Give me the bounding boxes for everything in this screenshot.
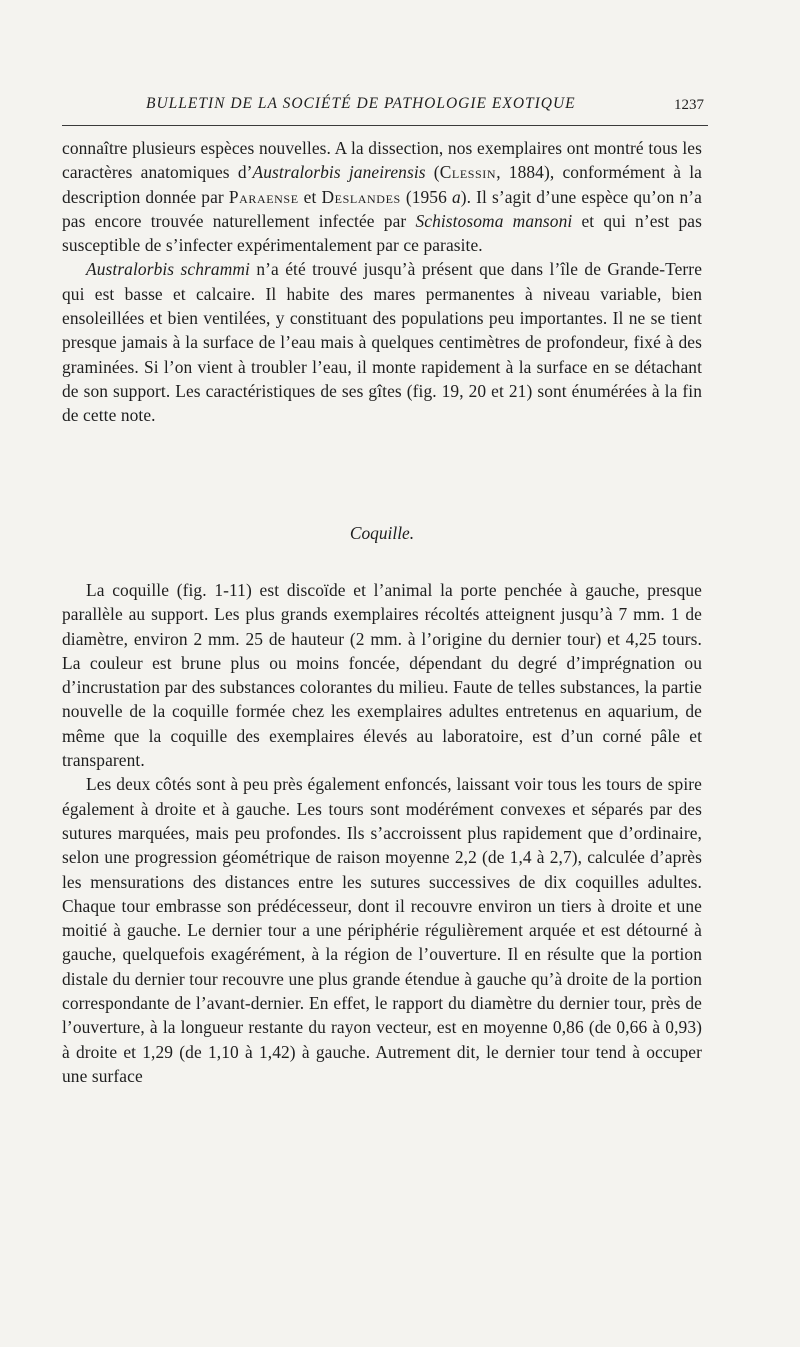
species-name: Schistosoma mansoni [415,210,573,231]
species-name: Australorbis schrammi [86,259,250,280]
body-text-upper [62,136,702,428]
species-name: Australorbis janeirensis [252,162,426,183]
header-rule [62,125,708,126]
body-text-lower [62,578,702,1088]
paragraph-4: Les deux côtés sont à peu près également enfoncés, laissant voir tous les tours de spire également à droite et à gauche. Les tours sont modérément convexes et séparés par des sutures marquées, mais peu profondes. Ils s’accroissent plus rapidement que d’ordinaire, selon une progression géométrique de raison moyenne 2,2 (de 1,4 à 2,7), calculée d’après les mensurations des distances entre les sutures successives de dix coquilles adultes. Chaque tour embrasse son prédécesseur, dont il recouvre environ un tiers à droite et une moitié à gauche. Le dernier tour a une périphérie régulièrement arquée et est détourné à gauche, quelquefois exagérément, à la région de l’ouverture. Il en résulte que la portion distale du dernier tour recouvre une plus grande étendue à gauche qu’à droite de la portion correspondante de l’avant-dernier. En effet, le rapport du diamètre du dernier tour, près de l’ouverture, à la longueur restante du rayon vecteur, est en moyenne 0,86 (de 0,66 à 0,93) à droite et 1,29 (de 1,10 à 1,42) à gauche. Autrement dit, le dernier tour tend à occuper une surface [62,774,702,1086]
section-heading: Coquille. [349,523,415,543]
running-title: BULLETIN DE LA SOCIÉTÉ DE PATHOLOGIE EXOTIQUE [146,95,576,112]
paragraph-3: La coquille (fig. 1-11) est discoïde et l’animal la porte penchée à gauche, presque parallèle au support. Les plus grands exemplaires récoltés atteignent jusqu’à 7 mm. 1 de diamètre, environ 2 mm. 25 de hauteur (2 mm. à l’origine du dernier tour) et 4,25 tours. La couleur est brune plus ou moins foncée, dépendant du degré d’imprégnation ou d’incrustation par des substances colorantes du milieu. Faute de telles substances, la partie nouvelle de la coquille formée chez les exemplaires adultes entretenus en aquarium, de même que la coquille des exemplaires élevés au laboratoire, est d’un corné pâle et transparent. [62,580,702,771]
page-header [62,93,710,123]
author-name: Paraense [228,186,299,207]
author-name: Clessin [439,162,497,183]
paragraph-2: Australorbis schrammi n’a été trouvé jusqu’à présent que dans l’île de Grande-Terre qui est basse et calcaire. Il habite des mares permanentes à niveau variable, bien ensoleillées et bien ventilées, y constituant des populations peu importantes. Il ne se tient presque jamais à la surface de l’eau mais à quelques centimètres de profondeur, fixé à des graminées. Si l’on vient à troubler l’eau, il monte rapidement à la surface en se détachant de son support. Les caractéristiques de ses gîtes (fig. 19, 20 et 21) sont énumérées à la fin de cette note. [62,259,703,426]
page-number: 1237 [674,97,704,113]
paragraph-1: connaître plusieurs espèces nouvelles. A la dissection, nos exemplaires ont montré tous les caractères anatomiques d’Australorbis janeirensis (Clessin, 1884), conformément à la description donnée par Paraense et Deslandes (1956 a). Il s’agit d’une espèce qu’on n’a pas encore trouvée naturellement infectée par Schistosoma mansoni et qui n’est pas susceptible de s’infecter expérimentalement par ce parasite. [62,138,702,256]
author-name: Deslandes [321,186,401,207]
